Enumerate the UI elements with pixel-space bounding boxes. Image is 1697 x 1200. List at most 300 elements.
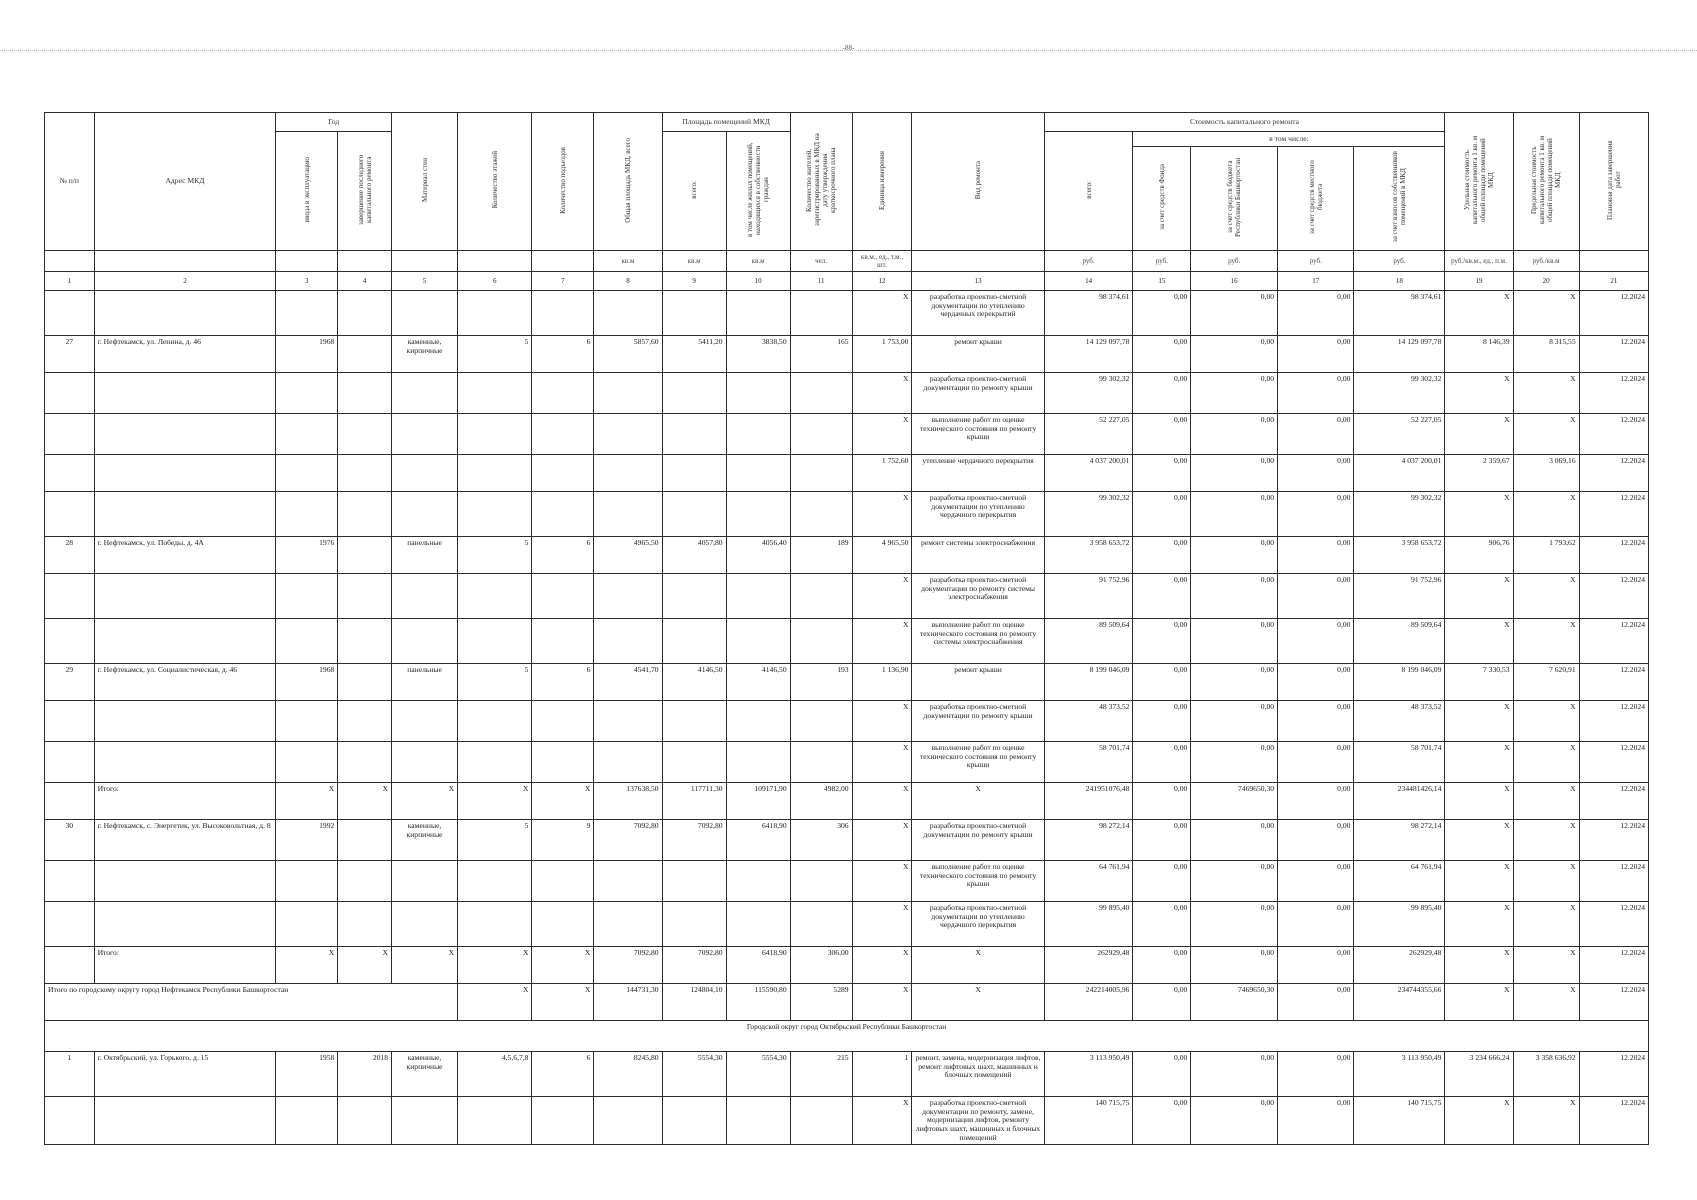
header-address: Адрес МКД [94, 113, 276, 251]
work-type: ремонт системы электроснабжения [912, 536, 1044, 573]
cost-owners: 98 374,61 [1354, 290, 1445, 335]
cost-owners: 234481426,14 [1354, 782, 1445, 819]
floors-count [458, 372, 532, 413]
cost-total: 262929,48 [1044, 946, 1133, 983]
work-type: разработка проектно-сметной документации по утеплению чердачного перекрытия [912, 901, 1044, 946]
deadline: 12.2024 [1579, 901, 1648, 946]
max-unit-cost: 7 620,91 [1513, 663, 1579, 700]
unit-cost: X [1445, 819, 1513, 860]
cost-local-budget: 0,00 [1278, 983, 1354, 1020]
total-label: Итого: [94, 782, 276, 819]
cost-fund: 0,00 [1133, 983, 1191, 1020]
cost-owners: 99 895,40 [1354, 901, 1445, 946]
cost-region-budget: 0,00 [1191, 491, 1278, 536]
deadline: 12.2024 [1579, 372, 1648, 413]
floors-count [458, 454, 532, 491]
total-area [594, 700, 662, 741]
row-number [45, 901, 95, 946]
x-mark: X [458, 946, 532, 983]
cost-region-budget: 0,00 [1191, 819, 1278, 860]
header-area-group: Площадь помещений МКД [662, 113, 790, 132]
area-all: 117711,30 [662, 782, 726, 819]
cost-fund: 0,00 [1133, 782, 1191, 819]
cost-total: 14 129 097,78 [1044, 335, 1133, 372]
table-row [45, 491, 1649, 536]
wall-material [392, 454, 458, 491]
year-built [276, 860, 338, 901]
x-mark: X [532, 983, 594, 1020]
wall-material [392, 860, 458, 901]
column-number: 17 [1278, 271, 1354, 290]
area-residential: 6418,90 [726, 946, 790, 983]
cost-fund: 0,00 [1133, 413, 1191, 454]
deadline: 12.2024 [1579, 491, 1648, 536]
column-numbers-row [45, 271, 1649, 290]
x-mark: X [338, 946, 392, 983]
column-number: 15 [1133, 271, 1191, 290]
work-type: утепление чердачного перекрытия [912, 454, 1044, 491]
cost-region-budget: 0,00 [1191, 618, 1278, 663]
building-address [94, 700, 276, 741]
area-all [662, 491, 726, 536]
work-quantity: X [852, 700, 912, 741]
entrances-count: 6 [532, 1051, 594, 1096]
max-unit-cost: X [1513, 573, 1579, 618]
header-total-area: Общая площадь МКД, всего [594, 113, 662, 251]
x-mark: X [458, 782, 532, 819]
building-address: г. Нефтекамск, ул. Ленина, д. 46 [94, 335, 276, 372]
unit-cell: руб. [1191, 250, 1278, 271]
unit-cell: руб. [1354, 250, 1445, 271]
cost-local-budget: 0,00 [1278, 491, 1354, 536]
deadline: 12.2024 [1579, 860, 1648, 901]
unit-cost: X [1445, 573, 1513, 618]
header-measure-unit: Единица измерения [852, 113, 912, 251]
total-area: 4541,70 [594, 663, 662, 700]
work-quantity: X [852, 901, 912, 946]
column-number: 18 [1354, 271, 1445, 290]
max-unit-cost: X [1513, 700, 1579, 741]
unit-cost: X [1445, 491, 1513, 536]
work-quantity: X [852, 290, 912, 335]
year-last-repair [338, 372, 392, 413]
cost-local-budget: 0,00 [1278, 413, 1354, 454]
header-region-budget: за счет средств бюджета Республики Башкортостан [1191, 147, 1278, 251]
year-built [276, 573, 338, 618]
cost-owners: 4 037 200,01 [1354, 454, 1445, 491]
unit-cell [338, 250, 392, 271]
cost-region-budget: 0,00 [1191, 335, 1278, 372]
x-mark: X [276, 782, 338, 819]
unit-cell: кв.м [726, 250, 790, 271]
x-mark: X [1445, 782, 1513, 819]
column-number: 19 [1445, 271, 1513, 290]
cost-region-budget: 0,00 [1191, 536, 1278, 573]
work-quantity: 1 [852, 1051, 912, 1096]
cost-total: 91 752,96 [1044, 573, 1133, 618]
x-mark: X [338, 782, 392, 819]
deadline: 12.2024 [1579, 819, 1648, 860]
total-area [594, 1096, 662, 1145]
cost-local-budget: 0,00 [1278, 1096, 1354, 1145]
building-address [94, 860, 276, 901]
cost-local-budget: 0,00 [1278, 901, 1354, 946]
residents-count: 4982,00 [790, 782, 852, 819]
floors-count [458, 860, 532, 901]
deadline: 12.2024 [1579, 1096, 1648, 1145]
total-area [594, 618, 662, 663]
work-type: выполнение работ по оценке технического состояния по ремонту крыши [912, 413, 1044, 454]
work-quantity: X [852, 1096, 912, 1145]
residents-count [790, 491, 852, 536]
year-built: 1992 [276, 819, 338, 860]
deadline: 12.2024 [1579, 663, 1648, 700]
entrances-count [532, 618, 594, 663]
entrances-count [532, 1096, 594, 1145]
unit-cell: руб. [1044, 250, 1133, 271]
area-all [662, 741, 726, 782]
area-residential: 109171,90 [726, 782, 790, 819]
header-residents: Количество жителей, зарегистрированных в МКД на дату утверждения краткосрочного плана [790, 113, 852, 251]
cost-owners: 3 113 950,49 [1354, 1051, 1445, 1096]
residents-count: 5289 [790, 983, 852, 1020]
cost-owners: 64 761,94 [1354, 860, 1445, 901]
residents-count [790, 901, 852, 946]
cost-fund: 0,00 [1133, 454, 1191, 491]
max-unit-cost: X [1513, 819, 1579, 860]
unit-cost: 2 359,67 [1445, 454, 1513, 491]
residents-count [790, 573, 852, 618]
area-all [662, 618, 726, 663]
row-number [45, 700, 95, 741]
work-quantity: X [852, 860, 912, 901]
work-type: разработка проектно-сметной документации по ремонту крыши [912, 372, 1044, 413]
building-address [94, 372, 276, 413]
area-residential [726, 700, 790, 741]
column-number: 20 [1513, 271, 1579, 290]
cost-fund: 0,00 [1133, 1096, 1191, 1145]
deadline: 12.2024 [1579, 618, 1648, 663]
cost-local-budget: 0,00 [1278, 372, 1354, 413]
max-unit-cost: X [1513, 1096, 1579, 1145]
building-address [94, 491, 276, 536]
wall-material: панельные [392, 536, 458, 573]
year-last-repair: 2018 [338, 1051, 392, 1096]
cost-region-budget: 0,00 [1191, 290, 1278, 335]
table-row [45, 1096, 1649, 1145]
area-residential [726, 573, 790, 618]
work-quantity: X [852, 618, 912, 663]
entrances-count [532, 491, 594, 536]
unit-cell: кв.м [594, 250, 662, 271]
unit-cost: X [1445, 700, 1513, 741]
header-local-budget: за счет средств местного бюджета [1278, 147, 1354, 251]
row-number [45, 372, 95, 413]
area-residential: 4056,40 [726, 536, 790, 573]
wall-material [392, 413, 458, 454]
area-all [662, 860, 726, 901]
unit-cell [392, 250, 458, 271]
max-unit-cost: X [1513, 413, 1579, 454]
cost-total: 4 037 200,01 [1044, 454, 1133, 491]
column-number: 5 [392, 271, 458, 290]
column-number: 3 [276, 271, 338, 290]
max-unit-cost: X [1513, 618, 1579, 663]
year-last-repair [338, 663, 392, 700]
cost-local-budget: 0,00 [1278, 536, 1354, 573]
area-residential [726, 454, 790, 491]
unit-cost: 3 234 666,24 [1445, 1051, 1513, 1096]
cost-owners: 89 509,64 [1354, 618, 1445, 663]
year-built: 1976 [276, 536, 338, 573]
work-quantity: X [852, 741, 912, 782]
cost-total: 48 373,52 [1044, 700, 1133, 741]
header-entrances: Количество подъездов [532, 113, 594, 251]
row-number [45, 1096, 95, 1145]
unit-cell: кв.м [662, 250, 726, 271]
building-address [94, 741, 276, 782]
residents-count [790, 372, 852, 413]
unit-cell: руб./кв.м., ед., п.м. [1445, 250, 1513, 271]
building-address: г. Нефтекамск, с. Энергетик, ул. Высоковольтная, д. 8 [94, 819, 276, 860]
wall-material [392, 741, 458, 782]
column-number: 6 [458, 271, 532, 290]
row-number [45, 491, 95, 536]
table-row [45, 618, 1649, 663]
x-mark: X [852, 782, 912, 819]
wall-material [392, 573, 458, 618]
entrances-count [532, 413, 594, 454]
wall-material: каменные, кирпичные [392, 335, 458, 372]
year-last-repair [338, 700, 392, 741]
cost-total: 98 272,14 [1044, 819, 1133, 860]
table-body [45, 250, 1649, 1145]
unit-cell: кв.м., ед., т.м., шт. [852, 250, 912, 271]
cost-owners: 99 302,32 [1354, 491, 1445, 536]
unit-cost: X [1445, 901, 1513, 946]
cost-total: 241951076,48 [1044, 782, 1133, 819]
total-area [594, 860, 662, 901]
wall-material: каменные, кирпичные [392, 1051, 458, 1096]
column-number: 2 [94, 271, 276, 290]
area-all: 4146,50 [662, 663, 726, 700]
row-number [45, 741, 95, 782]
cost-region-budget: 0,00 [1191, 1096, 1278, 1145]
row-number [45, 860, 95, 901]
region-title: Городской округ город Октябрьский Республики Башкортостан [45, 1020, 1649, 1051]
unit-cell [1579, 250, 1648, 271]
work-type: разработка проектно-сметной документации по утеплению чердачных перекрытий [912, 290, 1044, 335]
area-all [662, 454, 726, 491]
cost-total: 98 374,61 [1044, 290, 1133, 335]
year-last-repair [338, 741, 392, 782]
cost-region-budget: 0,00 [1191, 573, 1278, 618]
x-mark: X [1513, 782, 1579, 819]
table-row [45, 860, 1649, 901]
header-unit-cost: Удельная стоимость капитального ремонта 1 кв. м общей площади помещений МКД [1445, 113, 1513, 251]
header-cost-group: Стоимость капитального ремонта [1044, 113, 1445, 132]
header-area-all: всего: [662, 132, 726, 251]
residents-count [790, 741, 852, 782]
wall-material [392, 290, 458, 335]
x-mark: X [1513, 946, 1579, 983]
unit-cost: X [1445, 372, 1513, 413]
entrances-count [532, 573, 594, 618]
cost-fund: 0,00 [1133, 536, 1191, 573]
year-built [276, 413, 338, 454]
row-number [45, 618, 95, 663]
header-max-cost: Предельная стоимость капитального ремонта 1 кв. м общей площади помещений МКД [1513, 113, 1579, 251]
deadline: 12.2024 [1579, 983, 1648, 1020]
year-built [276, 290, 338, 335]
total-area [594, 372, 662, 413]
cost-local-budget: 0,00 [1278, 946, 1354, 983]
header-year-last-repair: завершение последнего капитального ремонта [338, 132, 392, 251]
total-area: 7092,80 [594, 819, 662, 860]
total-area: 144731,30 [594, 983, 662, 1020]
floors-count [458, 741, 532, 782]
cost-fund: 0,00 [1133, 700, 1191, 741]
cost-total: 140 715,75 [1044, 1096, 1133, 1145]
work-type: ремонт крыши [912, 335, 1044, 372]
cost-region-budget: 7469650,30 [1191, 782, 1278, 819]
max-unit-cost: X [1513, 491, 1579, 536]
row-number: 30 [45, 819, 95, 860]
work-quantity: X [852, 819, 912, 860]
unit-cell: руб. [1278, 250, 1354, 271]
area-all [662, 700, 726, 741]
units-row [45, 250, 1649, 271]
header-cost-total: всего: [1044, 132, 1133, 251]
total-area [594, 741, 662, 782]
max-unit-cost: 3 069,16 [1513, 454, 1579, 491]
header-floors: Количество этажей [458, 113, 532, 251]
cost-region-budget: 0,00 [1191, 741, 1278, 782]
max-unit-cost: X [1513, 901, 1579, 946]
residents-count: 189 [790, 536, 852, 573]
cost-total: 3 958 653,72 [1044, 536, 1133, 573]
column-number: 8 [594, 271, 662, 290]
floors-count: 5 [458, 663, 532, 700]
x-mark: X [276, 946, 338, 983]
table-row [45, 454, 1649, 491]
row-number [45, 782, 95, 819]
residents-count: 306 [790, 819, 852, 860]
area-all: 5554,30 [662, 1051, 726, 1096]
header-fund: за счет средств Фонда [1133, 147, 1191, 251]
unit-cost: X [1445, 860, 1513, 901]
year-built [276, 372, 338, 413]
area-residential [726, 1096, 790, 1145]
column-number: 10 [726, 271, 790, 290]
table-row [45, 413, 1649, 454]
table-row [45, 1051, 1649, 1096]
building-address [94, 454, 276, 491]
unit-cost: X [1445, 1096, 1513, 1145]
deadline: 12.2024 [1579, 454, 1648, 491]
work-quantity: 1 753,00 [852, 335, 912, 372]
cost-fund: 0,00 [1133, 1051, 1191, 1096]
city-total-label: Итого по городскому округу город Нефтекамск Республики Башкортостан [45, 983, 458, 1020]
building-address: г. Октябрьский, ул. Горького, д. 15 [94, 1051, 276, 1096]
area-residential: 3838,50 [726, 335, 790, 372]
cost-local-budget: 0,00 [1278, 335, 1354, 372]
year-built [276, 491, 338, 536]
region-title-row [45, 1020, 1649, 1051]
column-number: 4 [338, 271, 392, 290]
area-residential [726, 860, 790, 901]
cost-total: 58 701,74 [1044, 741, 1133, 782]
column-number: 12 [852, 271, 912, 290]
x-mark: X [852, 983, 912, 1020]
header-incl-group: в том числе: [1133, 132, 1445, 147]
work-type: разработка проектно-сметной документации по утеплению чердачного перекрытия [912, 491, 1044, 536]
max-unit-cost: X [1513, 290, 1579, 335]
total-area: 8245,80 [594, 1051, 662, 1096]
unit-cell [458, 250, 532, 271]
entrances-count: 6 [532, 663, 594, 700]
cost-local-budget: 0,00 [1278, 819, 1354, 860]
residents-count [790, 700, 852, 741]
wall-material [392, 1096, 458, 1145]
area-residential [726, 618, 790, 663]
row-number: 29 [45, 663, 95, 700]
area-residential [726, 901, 790, 946]
work-quantity: 1 136,90 [852, 663, 912, 700]
cost-local-budget: 0,00 [1278, 1051, 1354, 1096]
total-area [594, 573, 662, 618]
year-last-repair [338, 618, 392, 663]
floors-count [458, 413, 532, 454]
year-last-repair [338, 491, 392, 536]
cost-local-budget: 0,00 [1278, 618, 1354, 663]
table-row [45, 663, 1649, 700]
residents-count [790, 860, 852, 901]
row-number [45, 454, 95, 491]
header-work-type: Вид ремонта [912, 113, 1044, 251]
year-last-repair [338, 335, 392, 372]
building-address [94, 413, 276, 454]
cost-owners: 98 272,14 [1354, 819, 1445, 860]
year-built [276, 454, 338, 491]
max-unit-cost: 1 793,62 [1513, 536, 1579, 573]
year-built: 1958 [276, 1051, 338, 1096]
x-mark: X [1513, 983, 1579, 1020]
work-type: выполнение работ по оценке технического состояния по ремонту крыши [912, 741, 1044, 782]
area-all [662, 413, 726, 454]
area-residential: 5554,30 [726, 1051, 790, 1096]
unit-cell: руб./кв.м [1513, 250, 1579, 271]
max-unit-cost: X [1513, 372, 1579, 413]
area-residential [726, 491, 790, 536]
unit-cost: 8 146,39 [1445, 335, 1513, 372]
cost-region-budget: 0,00 [1191, 946, 1278, 983]
wall-material [392, 491, 458, 536]
cost-total: 99 302,32 [1044, 491, 1133, 536]
year-built: 1968 [276, 663, 338, 700]
row-number: 1 [45, 1051, 95, 1096]
cost-owners: 14 129 097,78 [1354, 335, 1445, 372]
unit-cell [276, 250, 338, 271]
max-unit-cost: X [1513, 741, 1579, 782]
entrances-count [532, 700, 594, 741]
area-residential [726, 413, 790, 454]
area-all [662, 372, 726, 413]
x-mark: X [392, 946, 458, 983]
area-residential: 6418,90 [726, 819, 790, 860]
floors-count [458, 1096, 532, 1145]
deadline: 12.2024 [1579, 536, 1648, 573]
